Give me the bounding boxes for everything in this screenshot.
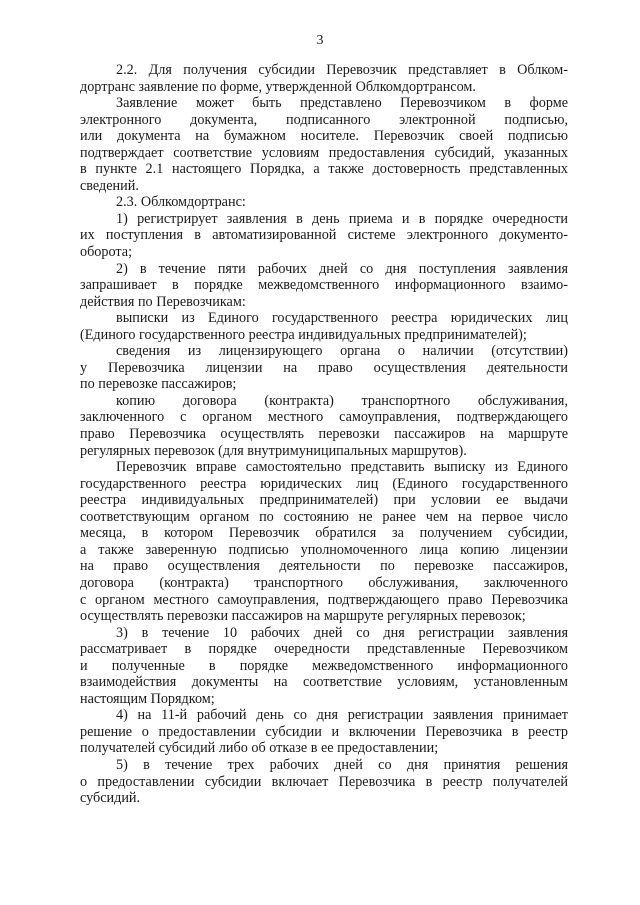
text-line: дортранс заявление по форме, утвержденной Облкомдортрансом.: [80, 78, 476, 95]
text-line: запрашивает в порядке межведомственного информационного взаимо-: [80, 277, 568, 294]
text-line: реестра индивидуальных предпринимателей) при условии ее выдачи: [80, 492, 568, 509]
text-line: настоящим Порядком;: [80, 690, 215, 707]
text-line: у Перевозчика лицензии на право осуществления деятельности: [80, 359, 568, 376]
text-line: 5) в течение трех рабочих дней со дня принятия решения: [116, 756, 568, 773]
text-line: заключенного с органом местного самоуправления, подтверждающего: [80, 409, 568, 426]
text-line: осуществлять перевозки пассажиров на маршруте регулярных перевозок;: [80, 608, 526, 625]
text-line: сведений.: [80, 177, 139, 194]
page-number: 3: [316, 33, 324, 48]
text-line: о предоставлении субсидии включает Перевозчика в реестр получателей: [80, 773, 568, 790]
paragraph: [80, 194, 568, 211]
text-line: договора (контракта) транспортного обслуживания, заключенного: [80, 574, 568, 591]
paragraph: [80, 95, 568, 194]
text-line: сведения из лицензирующего органа о наличии (отсутствии): [116, 343, 568, 360]
text-line: рассматривает в порядке очередности представленные Перевозчиком: [80, 641, 568, 658]
paragraph: [80, 393, 568, 459]
text-line: 2.3. Облкомдортранс:: [116, 194, 246, 211]
text-line: действия по Перевозчикам:: [80, 293, 246, 310]
text-line: электронного документа, подписанного электронной подписью,: [80, 111, 568, 128]
paragraph: [80, 211, 568, 261]
paragraph: [80, 707, 568, 757]
text-line: регулярных перевозок (для внутримуниципальных маршрутов).: [80, 442, 467, 459]
text-line: 1) регистрирует заявления в день приема и в порядке очередности: [116, 210, 568, 227]
text-line: 2.2. Для получения субсидии Перевозчик представляет в Облком-: [116, 62, 568, 78]
paragraph: [80, 343, 568, 393]
text-line: а также заверенную подписью уполномоченного лица копию лицензии: [80, 541, 568, 558]
text-line: Перевозчик вправе самостоятельно представить выписку из Единого: [116, 459, 568, 476]
text-line: решение о предоставлении субсидии и включении Перевозчика в реестр: [80, 723, 568, 740]
text-line: взаимодействия документы на соответствие условиям, установленным: [80, 674, 568, 691]
text-line: выписки из Единого государственного реестра юридических лиц: [116, 310, 568, 327]
text-line: с органом местного самоуправления, подтверждающего право Перевозчика: [80, 591, 568, 608]
paragraph: [80, 625, 568, 708]
text-line: право Перевозчика осуществлять перевозки пассажиров на маршруте: [80, 426, 568, 443]
paragraph: [80, 757, 568, 807]
text-line: подтверждает соответствие условиям предоставления субсидий, указанных: [80, 144, 568, 161]
text-line: 4) на 11-й рабочий день со дня регистрации заявления принимает: [116, 707, 568, 724]
text-line: 2) в течение пяти рабочих дней со дня поступления заявления: [116, 260, 568, 277]
text-line: месяца, в котором Перевозчик обратился за получением субсидии,: [80, 525, 568, 542]
text-line: оборота;: [80, 244, 133, 261]
text-line: субсидий.: [80, 790, 141, 807]
text-line: копию договора (контракта) транспортного обслуживания,: [116, 392, 568, 409]
text-line: на право осуществления деятельности по перевозке пассажиров,: [80, 558, 568, 575]
text-line: 3) в течение 10 рабочих дней со дня регистрации заявления: [116, 624, 568, 641]
paragraph: [80, 261, 568, 311]
text-line: или документа на бумажном носителе. Перевозчик своей подписью: [80, 128, 568, 145]
text-line: Заявление может быть представлено Перевозчиком в форме: [116, 95, 568, 112]
document-body: [80, 62, 568, 807]
text-line: государственного реестра юридических лиц (Единого государственного: [80, 475, 568, 492]
paragraph: [80, 459, 568, 624]
paragraph: [80, 310, 568, 343]
text-line: соответствующим органом по состоянию не ранее чем на первое число: [80, 508, 568, 525]
text-line: получателей субсидий либо об отказе в ее предоставлении;: [80, 740, 439, 757]
paragraph: [80, 62, 568, 95]
text-line: их поступления в автоматизированной системе электронного документо-: [80, 227, 568, 244]
text-line: по перевозке пассажиров;: [80, 376, 237, 393]
text-line: (Единого государственного реестра индивидуальных предпринимателей);: [80, 326, 527, 343]
text-line: в пункте 2.1 настоящего Порядка, а также достоверность представленных: [80, 161, 568, 178]
text-line: и полученные в порядке межведомственного информационного: [80, 657, 568, 674]
